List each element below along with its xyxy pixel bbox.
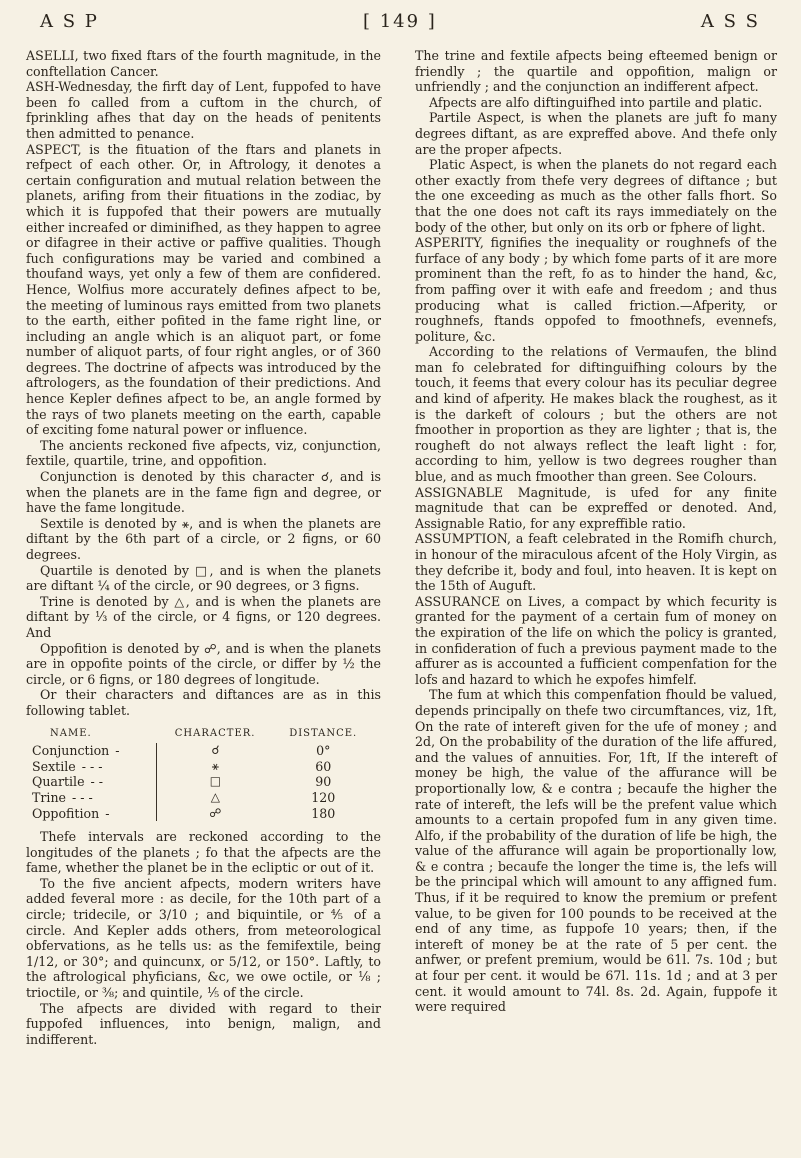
paragraph-vermausen: According to the relations of Vermaufen, the blind man fo celebrated for diftinguifhing colours by the touch, it feems that every colour has its peculiar degree and kind of afperity. He makes black the roughest, as it is the darkeft of colours ; but the others are not fmoother in proportion as they are lighter ; that is, the rougheft do not always reflect the leaft light : for, according to him, yellow is two degrees rougher than blue, and as much fmoother than green. See Colours. <box>415 344 777 485</box>
paragraph-intervals: Thefe intervals are reckoned according to the longitudes of the planets ; fo that the afpects are the fame, whether the planet be in the ecliptic or out of it. <box>26 829 381 876</box>
table-row <box>32 806 373 822</box>
paragraph-conjunction: Conjunction is denoted by this character ☌, and is when the planets are in the fame fign and degree, or have the fame longitude. <box>26 469 381 516</box>
left-column <box>26 48 381 1047</box>
aspect-distance: 60 <box>315 758 332 774</box>
aspect-distance: 90 <box>315 774 332 790</box>
aspect-character: ☍ <box>157 806 274 822</box>
entry-aselli: ASELLI, two fixed ftars of the fourth magnitude, in the conftellation Cancer. <box>26 48 381 79</box>
aspect-name: Oppofition <box>32 805 100 821</box>
table-row <box>32 759 373 775</box>
table-row <box>32 743 373 759</box>
entry-assurance: ASSURANCE on Lives, a compact by which fecurity is granted for the payment of a certain fum of money on the expiration of the life on which the policy is granted, in confideration of fuch a previous payment made to the affurer as is accounted a fufficient compenfation for the lofs and hazard to which he expofes himfelf. <box>415 593 777 687</box>
leader-dash: - - <box>90 774 104 790</box>
entry-platic-aspect: Platic Aspect, is when the planets do not regard each other exactly from thefe very degrees of diftance ; but the one exceeding as much as the other falls fhort. So that the one does not caft its rays immediately on the body of the other, but only on its orb or fphere of light. <box>415 157 777 235</box>
table-header-row <box>32 725 373 744</box>
header-left: A S P <box>40 10 99 32</box>
header-right: A S S <box>700 10 760 32</box>
entry-partile-aspect: Partile Aspect, is when the planets are juft fo many degrees diftant, as are expreffed above. And thefe only are the proper afpects. <box>415 110 777 157</box>
aspects-table <box>32 725 373 822</box>
entry-aspect: ASPECT, is the fituation of the ftars and planets in refpect of each other. Or, in Aftrology, it denotes a certain configuration and mutual relation between the planets, arifing from their fituations in the zodiac, by which it is fuppofed that their powers are mutually either increafed or diminifhed, as they happen to agree or difagree in their active or paffive qualities. Though fuch configurations may be varied and combined a thoufand ways, yet only a few of them are confidered. Hence, Wolfius more accurately defines afpect to be, the meeting of luminous rays emitted from two planets to the earth, either pofited in the fame right line, or including an angle which is an aliquot part, or fome number of aliquot parts, of four right angles, or of 360 degrees. The doctrine of afpects was introduced by the aftrologers, as the foundation of their predictions. And hence Kepler defines afpect to be, an angle formed by the rays of two planets meeting on the earth, capable of exciting fome natural power or influence. <box>26 141 381 438</box>
aspect-character: □ <box>157 774 274 790</box>
leader-dash: - <box>105 805 110 821</box>
paragraph-compensation: The fum at which this compenfation fhould be valued, depends principally on thefe two circumftances, viz, 1ft, On the rate of intereft given for the ufe of money ; and 2d, On the probability of the duration of the life affured, and the values of annuities. For, 1ft, If the intereft of money be high, the value of the affurance will be proportionally low, & e contra ; becaufe the higher the rate of intereft, the lefs will be the prefent value which amounts to a certain propofed fum in any given time. Alfo, if the probability of the duration of life be high, the value of the affurance will again be proportionally low, & e contra ; becaufe the longer the time is, the lefs will be the principal which will amount to any affigned fum. Thus, if it be required to know the premium or prefent value, to be given for 100 pounds to be received at the end of any time, as fuppofe 10 years; then, if the intereft of money be at the rate of 5 per cent. the anfwer, or prefent premium, would be 61l. 7s. 10d ; but at four per cent. it would be 67l. 11s. 1d ; and at 3 per cent. it would amount to 74l. 8s. 2d. Again, fuppofe it were required <box>415 687 777 1015</box>
paragraph-sextile: Sextile is denoted by ⚹, and is when the planets are diftant by the 6th part of a circle, or 2 figns, or 60 degrees. <box>26 515 381 562</box>
entry-assumption: ASSUMPTION, a feaft celebrated in the Romifh church, in honour of the miraculous afcent of the Holy Virgin, as they defcribe it, body and foul, into heaven. It is kept on the 15th of Auguft. <box>415 531 777 594</box>
aspect-name: Trine <box>32 789 67 805</box>
column-header-distance: DISTANCE. <box>289 727 358 739</box>
paragraph-trine: Trine is denoted by △, and is when the planets are diftant by ⅓ of the circle, or 4 figns, or 120 degrees. And <box>26 593 381 640</box>
aspect-name: Quartile <box>32 774 85 790</box>
aspect-distance: 0° <box>316 743 331 759</box>
table-row <box>32 774 373 790</box>
paragraph-ancients: The ancients reckoned five afpects, viz, conjunction, fextile, quartile, trine, and oppofition. <box>26 437 381 469</box>
aspect-name: Sextile <box>32 758 76 774</box>
aspect-character: ⚹ <box>157 759 274 775</box>
running-header <box>40 8 760 34</box>
paragraph-tablet-intro: Or their characters and diftances are as in this following tablet. <box>26 687 381 718</box>
leader-dash: - <box>115 743 120 759</box>
right-column <box>415 48 777 1015</box>
aspect-character: △ <box>157 790 274 806</box>
aspect-distance: 120 <box>311 789 336 805</box>
paragraph-influences: The afpects are divided with regard to their fuppofed influences, into benign, malign, and indifferent. <box>26 1000 381 1047</box>
leader-dash: - - - <box>72 789 93 805</box>
entry-ash-wednesday: ASH-Wednesday, the firft day of Lent, fuppofed to have been fo called from a cuftom in the church, of fprinkling afhes that day on the heads of penitents then admitted to penance. <box>26 79 381 141</box>
column-header-character: CHARACTER. <box>174 727 256 739</box>
paragraph-trine-sextile: The trine and fextile afpects being efteemed benign or friendly ; the quartile and oppofition, malign or unfriendly ; and the conjunction an indifferent afpect. <box>415 48 777 95</box>
paragraph-opposition: Oppofition is denoted by ☍, and is when the planets are in oppofite points of the circle, or differ by ½ the circle, or 6 figns, or 180 degrees of longitude. <box>26 640 381 687</box>
table-row <box>32 790 373 806</box>
paragraph-quartile: Quartile is denoted by □, and is when the planets are diftant ¼ of the circle, or 90 degrees, or 3 figns. <box>26 562 381 594</box>
entry-assignable: ASSIGNABLE Magnitude, is ufed for any finite magnitude that can be expreffed or denoted. And, Assignable Ratio, for any expreffible ratio. <box>415 484 777 531</box>
column-header-name: NAME. <box>50 727 92 739</box>
page-number: [ 149 ] <box>362 10 437 32</box>
aspect-name: Conjunction <box>32 743 110 759</box>
paragraph-modern-aspects: To the five ancient afpects, modern writers have added feveral more : as decile, for the 10th part of a circle; tridecile, or 3/10 ; and biquintile, or ⅘ of a circle. And Kepler adds others, from meteorological obfervations, as he tells us: as the femifextile, being 1/12, or 30°; and quincunx, or 5/12, or 150°. Laftly, to the aftrological phyficians, &c, we owe octile, or ⅛ ; trioctile, or ⅜; and quintile, ⅕ of the circle. <box>26 875 381 1001</box>
aspect-character: ☌ <box>157 743 274 759</box>
paragraph-partile-platic: Afpects are alfo diftinguifhed into partile and platic. <box>429 94 763 110</box>
entry-asperity: ASPERITY, fignifies the inequality or roughnefs of the furface of any body ; by which fome parts of it are more prominent than the reft, fo as to hinder the hand, &c, from paffing over it with eafe and freedom ; and thus producing what is called friction.—Afperity, or roughnefs, ftands oppofed to fmoothnefs, evennefs, politure, &c. <box>415 235 777 344</box>
leader-dash: - - - <box>81 758 103 774</box>
aspect-distance: 180 <box>311 805 336 821</box>
